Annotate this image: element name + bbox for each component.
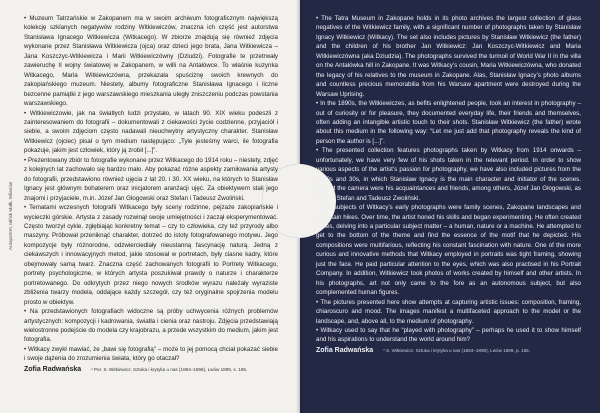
left-paragraph-6: • Witkacy zwykł mawiać, że „bawi się fotografią” – może to jej pomocą chciał pokazać siebie i swoje dążenia do zrozumienia świata, który go otaczał? <box>24 345 278 363</box>
left-author: Zofia Radwańska <box>24 365 82 373</box>
left-paragraph-5: • Na przedstawionych fotografiach widoczne są próby uchwycenia różnych problemów artystycznych: kompozycji i kadrowania, światła i cienia oraz nastroju. Zdjęcia przedstawiają wielostronne podejście do modela czy krajobrazu, a przede wszystkim do medium, jakim jest fotografia. <box>24 308 278 344</box>
right-paragraph-1: • The Tatra Museum in Zakopane holds in its photo archives the largest collection of glass negatives of the Witkiewicz family, with a significant number of photographs taken by Stanisław Ignacy Witkiewicz (Witkacy). The set also includes pictures by Stanisław Witkiewicz (the father) and the children of his brother Jan Witkiewicz: Jan Koszczyc-Witkiewicz and Maria Witkiewiczówna (aka Dziudzia). The photographs survived the turmoil of World War II in the villa on the Antałówka hill in Zakopane. It was Witkacy’s cousin, Maria Witkiewiczówna, who donated the legacy of his relatives to the museum in Zakopane. Alas, Stanisław Ignacy’s photo albums and countless precious memorabilia from his Warsaw apartment were destroyed during the Warsaw Uprising. <box>316 15 581 98</box>
right-paragraph-5: • The pictures presented here show attempts at capturing artistic issues: composition, framing, chiaroscuro and mood. The images manifest a multifaceted approach to the model or the landscape, and, above all, to the medium of photography. <box>316 298 581 325</box>
left-signature <box>24 364 278 374</box>
right-text-column <box>316 14 581 355</box>
left-text-column <box>24 14 278 374</box>
right-footnote: ¹ S. Witkiewicz, Sztuka i krytyka u nas (1884–1898), Lwów 1899, p. 165. <box>383 347 531 353</box>
left-footnote: ¹ Por. S. Witkiewicz, Sztuka i krytyka u nas (1884–1898), Lwów 1899, s. 165. <box>91 366 248 372</box>
right-paragraph-6: • Witkacy used to say that he “played with photography” – perhaps he used it to show himself and his aspirations to understand the world around him? <box>316 326 581 344</box>
right-author: Zofia Radwańska <box>316 346 374 354</box>
photo-side-caption: Autoportret, Mińsk Małk, Wilanów <box>8 181 13 250</box>
left-paragraph-1: • Muzeum Tatrzańskie w Zakopanem ma w swoim archiwum fotograficznym największą kolekcję szklanych negatywów rodziny Witkiewiczów, znaczna ich część jest autorstwa Stanisława Ignacego Witkiewicza (Witkacego). W zbiorze znajdują się również zdjęcia wykonane przez Stanisława Witkiewicza (ojca) oraz dzieci jego brata, Jana Witkiewicza – Jana Koszczyc-Witkiewicza i Marii Witkiewiczówny (Dziudzi). Fotografie te przetrwały zawieruchę II wojny światowej w Zakopanem, w willi na Antałówce. To właśnie kuzynka Witkacego, Maria Witkiewiczówna, przekazała spuściznę swoich krewnych do zakopiańskiego muzeum. Niestety, albumy fotograficzne Stanisława Ignacego i liczne bezcenne pamiątki z jego warszawskiego mieszkania uległy zniszczeniu podczas powstania warszawskiego. <box>24 15 278 108</box>
right-paragraph-2: • In the 1890s, the Witkiewiczes, as befits enlightened people, took an interest in photography – out of curiosity or for pleasure, they documented everyday life, their friends and themselves, often adding an intangible artistic touch to their shots. Stanisław Witkiewicz (the father) wrote about this medium in the following way: “Let me just add that photography reveals the kind of person the author is [...]”. <box>316 100 581 145</box>
left-paragraph-2: • Witkiewiczowie, jak na światłych ludzi przystało, w latach 90. XIX wieku podeszli z zainteresowaniem do fotografii – dokumentowali z ciekawości życie codzienne, przyjaciół i siebie, a swoim zdjęciom często nadawali nieuchwytny artystyczny charakter. Stanisław Witkiewicz (ojciec) pisał o tym medium następująco: „Tyle jesteśmy warci, ile fotografia pokazuje, jakim jest człowiek, który ją zrobił [...]”. <box>24 109 278 155</box>
right-signature <box>316 345 581 355</box>
right-paragraph-4: • The subjects of Witkacy’s early photographs were family scenes, Zakopane landscapes and mountain hikes. Over time, the artist honed his skills and began experimenting. He often created series, delving into a particular subject matter – a human, nature or a machine. He attempted to get to the bottom of the theme and find the essence of the motif that he depicted. His compositions were multifarious, reflecting his constant fascination with nature. One of the more curious and innovative methods that Witkacy employed in portraits was tight framing, showing just the face. He paid particular attention to the eyes, which was also practised in his Portrait Company. In addition, Witkiewicz took photos of works created by himself and other artists. In his photographs, art not only came to the fore as an autonomous subject, but also complemented human figures. <box>316 204 581 297</box>
left-paragraph-4: • Tematami wczesnych fotografii Witkacego były sceny rodzinne, pejzaże zakopiańskie i wycieczki górskie. Artysta z zasady rozwinął swoje umiejętności i zaczął eksperymentować. Często tworzył cykle, zgłębiając konkretny temat – czy to człowieka, czy też przyrody albo maszyny. Próbował przeniknąć charakter, dotrzeć do istoty fotografowanego motywu. Jego kompozycje były różnorodne, odzwierciedlały nieustanną fascynację naturą. Jedną z ciekawszych i innowacyjnych metod, jakie stosował w portretach, były ciasne kadry, które obejmowały samą twarz. Znaczna część zachowanych fotografii to Portrety Witkacego, portrety psychologiczne, w których artysta poszukiwał prawdy o naturze i charakterze portretowanego. Do odkrytych przez niego nowych środków wyrazu należały wyraziste zbliżenia twarzy modela, oddające każdy szczegół, czy też oryginalne spojrzenia modelu prosto w obiektyw. <box>24 204 278 306</box>
left-paragraph-3: • Prezentowany zbiór to fotografie wykonane przez Witkacego do 1914 roku – niestety, zdjęć z kolejnych lat zachowało się bardzo mało. Aby pokazać różne aspekty zamiłowania artysty do fotografii, przedstawiono również ujęcia z lat 20. i 30. XX wieku, na których to Stanisław Ignacy jest głównym bohaterem oraz inicjatorem aranżacji ujęć. Za obiektywem stali jego znajomi i przyjaciele, m.in. Józef Jan Głogowski oraz Stefan i Tadeusz Zwoliński. <box>24 156 278 202</box>
right-paragraph-3: • The presented collection features photographs taken by Witkacy from 1914 onwards – unfortunately, we have very few of his shots taken in the relevant period. In order to show various aspects of the artist’s passion for photography, we have also included pictures from the 1920s and 30s, in which Stanisław Ignacy is the main character and initiator of the scenes. Behind the camera were his acquaintances and friends, among others, Józef Jan Głogowski, as well as Stefan and Tadeusz Zwoliński. <box>316 147 581 202</box>
